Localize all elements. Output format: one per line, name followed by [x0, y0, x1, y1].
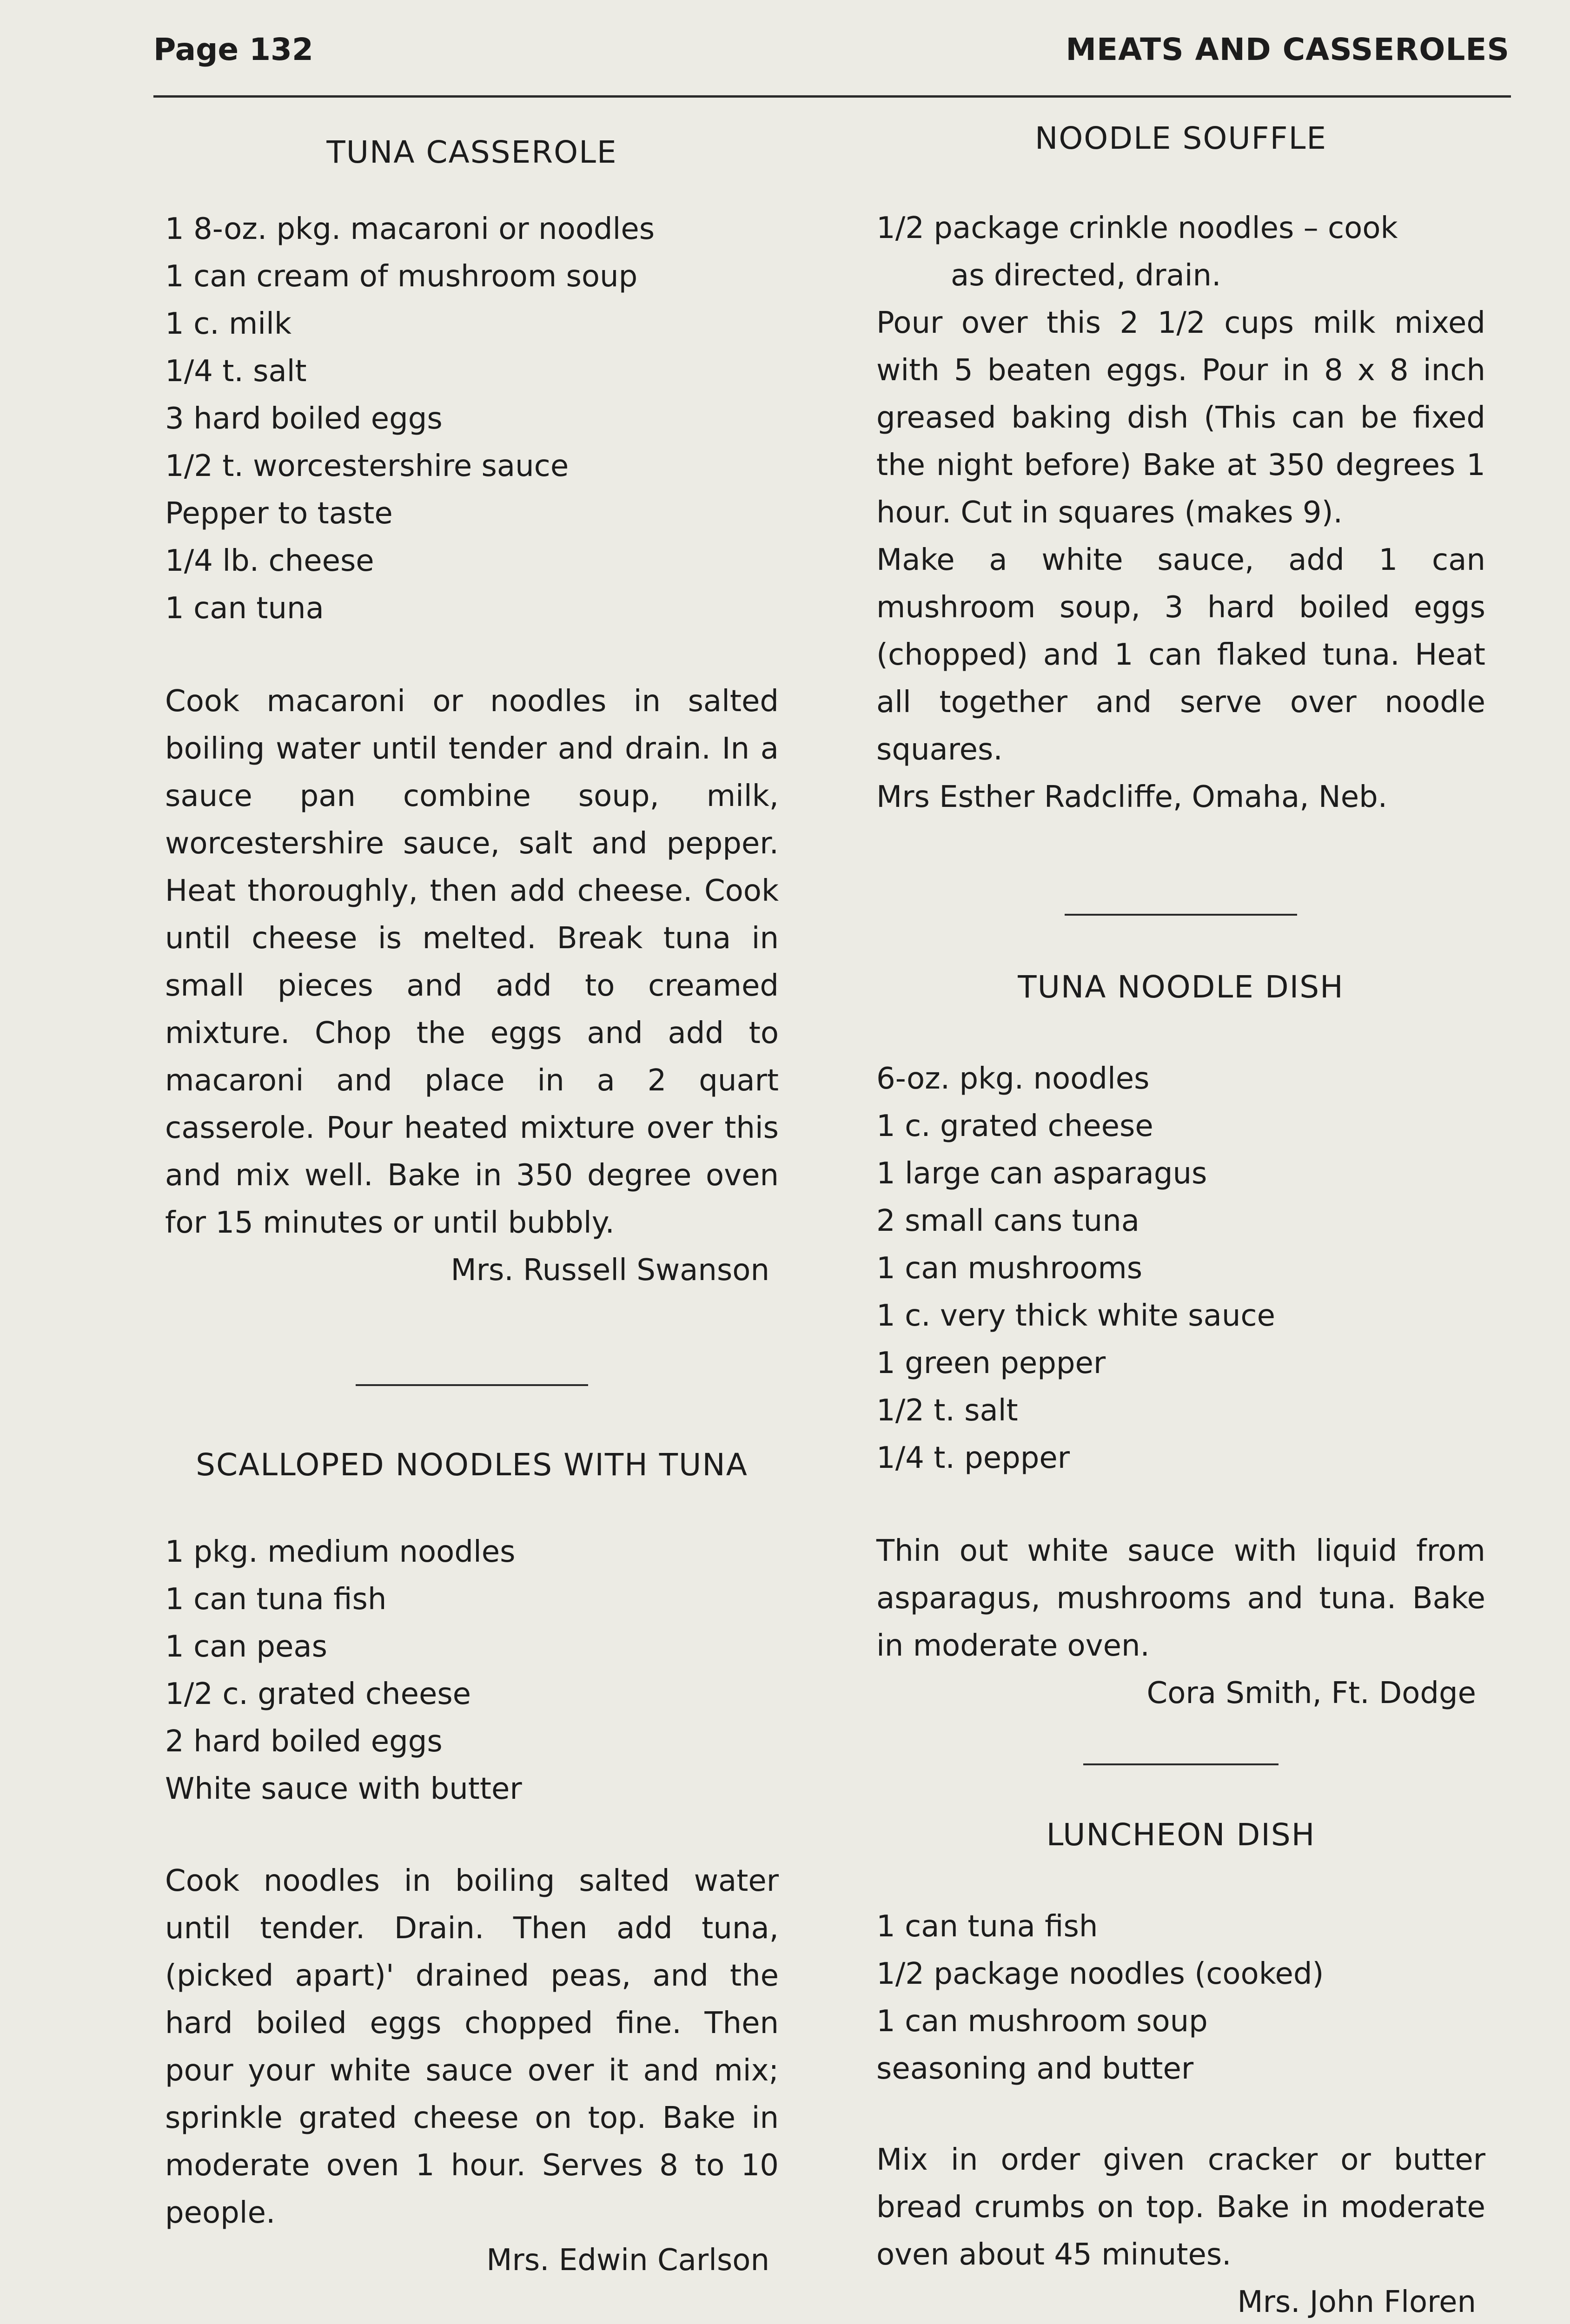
ingredient: 1 c. very thick white sauce	[876, 1299, 1275, 1333]
souffle-line-1: 1/2 package crinkle noodles – cook	[876, 211, 1398, 245]
section-title: MEATS AND CASSEROLES	[1066, 32, 1510, 67]
directions-tuna-casserole: Cook macaroni or noodles in salted boiling water until tender and drain. In a sauce pan combine soup, milk, worcestershire sauce, salt and pepper. Heat thoroughly, then add cheese. Cook until cheese is melted. Break tuna in small pieces and add to creamed mixture. Chop the eggs and add to macaroni and place in a 2 quart casserole. Pour heated mixture over this and mix well. Bake in 350 degree oven for 15 minutes or until bubbly.	[165, 684, 779, 1240]
ingredient: 1/2 package noodles (cooked)	[876, 1957, 1324, 1991]
ingredients-luncheon-dish	[876, 1903, 1485, 2093]
ingredient: 6-oz. pkg. noodles	[876, 1062, 1150, 1096]
directions-noodle-souffle-2: Make a white sauce, add 1 can mushroom soup, 3 hard boiled eggs (chopped) and 1 can flaked tuna. Heat all together and serve over noodle squares.	[876, 543, 1485, 767]
credit-scalloped-noodles: Mrs. Edwin Carlson	[486, 2243, 769, 2278]
ingredient: 1/2 c. grated cheese	[165, 1677, 471, 1711]
ingredient: 1 can tuna fish	[876, 1909, 1098, 1944]
ingredient: 2 hard boiled eggs	[165, 1724, 443, 1759]
ingredients-tuna-casserole	[165, 205, 779, 632]
ingredient: 1/4 t. salt	[165, 354, 307, 389]
ingredient: 1/4 t. pepper	[876, 1441, 1070, 1475]
recipe-divider	[356, 1384, 588, 1386]
ingredients-scalloped-noodles	[165, 1528, 779, 1813]
credit-luncheon-dish: Mrs. John Floren	[1237, 2285, 1476, 2319]
recipe-title-tuna-casserole: TUNA CASSEROLE	[326, 134, 617, 170]
ingredient: 1 can cream of mushroom soup	[165, 259, 638, 294]
ingredient: 1 can mushrooms	[876, 1251, 1143, 1286]
ingredient: Pepper to taste	[165, 496, 393, 531]
recipe-divider	[1065, 914, 1297, 916]
ingredient: 1/2 t. salt	[876, 1393, 1018, 1428]
ingredient: 1 c. grated cheese	[876, 1109, 1153, 1143]
ingredient: 1 8-oz. pkg. macaroni or noodles	[165, 212, 655, 246]
ingredient: 1 can peas	[165, 1630, 327, 1664]
souffle-line-2: as directed, drain.	[951, 258, 1221, 293]
credit-tuna-casserole: Mrs. Russell Swanson	[450, 1253, 769, 1287]
ingredient: 1 can mushroom soup	[876, 2004, 1208, 2039]
page-header	[153, 32, 1510, 78]
ingredient: 1/4 lb. cheese	[165, 544, 374, 578]
recipe-title-scalloped-noodles: SCALLOPED NOODLES WITH TUNA	[196, 1447, 748, 1483]
ingredient: 1 can tuna fish	[165, 1582, 387, 1617]
right-column	[876, 112, 1485, 2324]
credit-noodle-souffle: Mrs Esther Radcliffe, Omaha, Neb.	[876, 780, 1388, 814]
recipe-title-noodle-souffle: NOODLE SOUFFLE	[1034, 120, 1327, 156]
ingredient: seasoning and butter	[876, 2052, 1194, 2086]
ingredient: 1 green pepper	[876, 1346, 1106, 1380]
ingredient: 1 large can asparagus	[876, 1156, 1207, 1191]
ingredient: 1 c. milk	[165, 307, 291, 341]
recipe-title-luncheon-dish: LUNCHEON DISH	[1046, 1817, 1316, 1853]
ingredients-tuna-noodle-dish	[876, 1055, 1485, 1482]
recipe-title-tuna-noodle-dish: TUNA NOODLE DISH	[1018, 969, 1344, 1005]
directions-luncheon-dish: Mix in order given cracker or butter bread crumbs on top. Bake in moderate oven about 45 minutes.	[876, 2143, 1485, 2272]
directions-noodle-souffle-1: Pour over this 2 1/2 cups milk mixed with 5 beaten eggs. Pour in 8 x 8 inch greased baking dish (This can be fixed the night before) Bake at 350 degrees 1 hour. Cut in squares (makes 9).	[876, 306, 1485, 530]
header-rule	[153, 95, 1511, 98]
recipe-divider	[1083, 1763, 1279, 1765]
ingredient: White sauce with butter	[165, 1772, 522, 1806]
directions-scalloped-noodles: Cook noodles in boiling salted water until tender. Drain. Then add tuna, (picked apart)' drained peas, and the hard boiled eggs chopped fine. Then pour your white sauce over it and mix; sprinkle grated cheese on top. Bake in moderate oven 1 hour. Serves 8 to 10 people.	[165, 1864, 779, 2230]
credit-tuna-noodle-dish: Cora Smith, Ft. Dodge	[1146, 1676, 1476, 1710]
left-column	[165, 112, 779, 2284]
ingredient: 1/2 t. worcestershire sauce	[165, 449, 569, 483]
directions-tuna-noodle-dish: Thin out white sauce with liquid from asparagus, mushrooms and tuna. Bake in moderate oven.	[876, 1534, 1485, 1663]
ingredient: 1 pkg. medium noodles	[165, 1535, 516, 1569]
ingredient: 2 small cans tuna	[876, 1204, 1139, 1238]
ingredient: 3 hard boiled eggs	[165, 402, 443, 436]
ingredient: 1 can tuna	[165, 591, 324, 626]
page-number: Page 132	[153, 32, 313, 67]
